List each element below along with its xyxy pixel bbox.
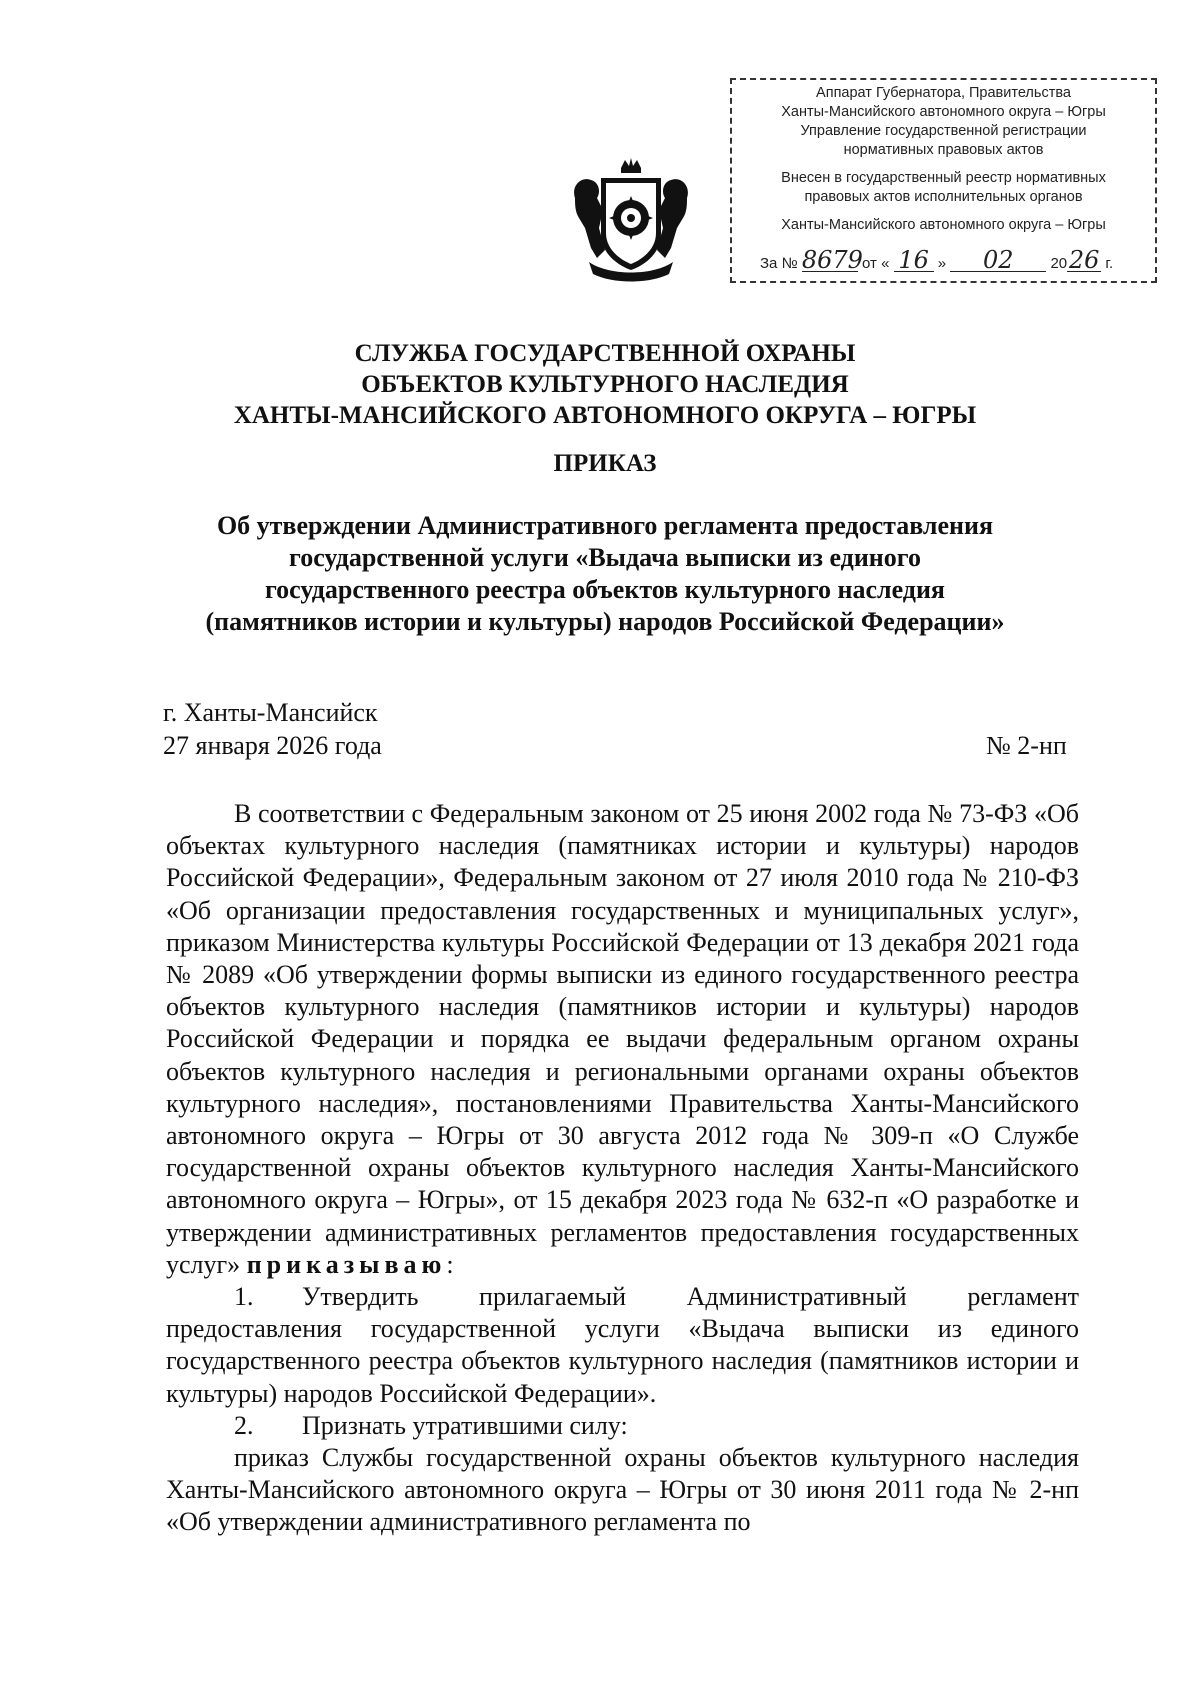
document-subject: [140, 510, 1070, 638]
stamp-registration-line: [760, 246, 1114, 274]
registration-stamp: [730, 78, 1157, 283]
body-paragraph: приказ Службы государственной охраны объектов культурного наследия Ханты-Мансийского автономного округа – Югры от 30 июня 2011 года № 2-нп «Об утверждении административного регламента по: [166, 1443, 1079, 1537]
organization-title: [140, 338, 1070, 431]
list-item-2: [166, 1410, 1079, 1442]
subject-line: (памятников истории и культуры) народов Российской Федерации»: [205, 607, 1005, 636]
item-text: Признать утратившими силу:: [302, 1410, 628, 1440]
document-body: [166, 798, 1079, 1539]
item-text: предоставления государственной услуги «Выдача выписки из единого государственного реестра объектов культурного наследия (памятников истории и культуры) народов Российской Федерации».: [166, 1314, 1079, 1408]
body-paragraph: [166, 798, 1079, 1281]
stamp-reg-day: 16: [894, 249, 934, 272]
org-line: ХАНТЫ-МАНСИЙСКОГО АВТОНОМНОГО ОКРУГА – ЮГРЫ: [233, 402, 977, 429]
subject-line: государственного реестра объектов культурного наследия: [265, 575, 945, 604]
org-line: СЛУЖБА ГОСУДАРСТВЕННОЙ ОХРАНЫ: [354, 340, 856, 367]
stamp-reg-from: от «: [862, 255, 890, 272]
item-number: 2.: [234, 1410, 254, 1440]
order-word: приказываю: [246, 1249, 447, 1279]
stamp-reg-close: »: [937, 255, 947, 272]
list-item-1: [166, 1281, 1079, 1410]
stamp-line: нормативных правовых актов: [843, 142, 1044, 158]
stamp-reg-prefix: За №: [760, 255, 798, 272]
document-type: ПРИКАЗ: [553, 450, 657, 477]
subject-line: Об утверждении Административного регламента предоставления: [216, 511, 994, 540]
order-colon: :: [446, 1249, 454, 1279]
stamp-line: Ханты-Мансийского автономного округа – Югры: [781, 104, 1106, 120]
stamp-line: Внесен в государственный реестр нормативных: [781, 170, 1106, 186]
preamble-text: В соответствии с Федеральным законом от 25 июня 2002 года № 73-ФЗ «Об объектах культурного наследия (памятниках истории и культуры) народов Российской Федерации», Федеральным законом от 27 июля 2010 года № 210-ФЗ «Об организации предоставления государственных и муниципальных услуг», приказом Министерства культуры Российской Федерации от 13 декабря 2021 года № 2089 «Об утверждении формы выписки из единого государственного реестра объектов культурного наследия (памятников истории и культуры) народов Российской Федерации и порядка ее выдачи федеральным органом охраны объектов культурного наследия и региональными органами охраны объектов культурного наследия», постановлениями Правительства Ханты-Мансийского автономного округа – Югры от 30 августа 2012 года № 309-п «О Службе государственной охраны объектов культурного наследия Ханты-Мансийского автономного округа – Югры», от 15 декабря 2023 года № 632-п «О разработке и утверждении административных регламентов предоставления государственных услуг»: [166, 799, 1079, 1279]
stamp-reg-number: 8679: [801, 246, 863, 274]
stamp-line: правовых актов исполнительных органов: [804, 189, 1083, 205]
item-number: 1.: [234, 1282, 254, 1312]
subject-line: государственной услуги «Выдача выписки из единого: [289, 543, 921, 572]
stamp-reg-year-prefix: 20: [1050, 255, 1068, 272]
stamp-line: Управление государственной регистрации: [800, 123, 1087, 139]
stamp-reg-month: 02: [950, 249, 1046, 272]
stamp-reg-suffix: г.: [1105, 255, 1114, 272]
stamp-line: Ханты-Мансийского автономного округа – Югры: [781, 217, 1106, 233]
document-city: г. Ханты-Мансийск: [163, 698, 378, 727]
org-line: ОБЪЕКТОВ КУЛЬТУРНОГО НАСЛЕДИЯ: [361, 371, 849, 398]
coat-of-arms-emblem: [569, 158, 693, 284]
stamp-reg-year: 26: [1068, 246, 1100, 274]
document-number: № 2-нп: [986, 731, 1067, 760]
stamp-line: Аппарат Губернатора, Правительства: [816, 85, 1071, 101]
item-lead: Утвердить прилагаемый Административный регламент: [302, 1282, 1079, 1312]
document-date: 27 января 2026 года: [163, 731, 382, 760]
